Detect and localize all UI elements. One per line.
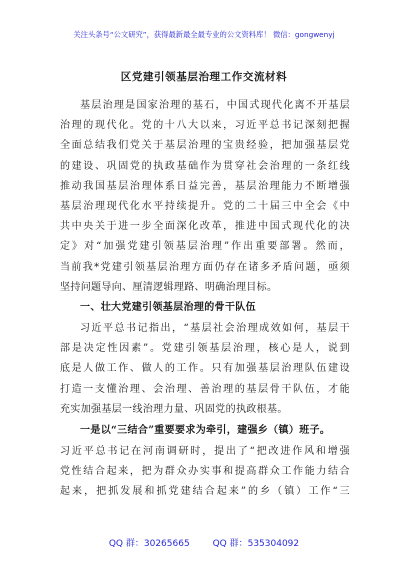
text-line: 基层治理现代化水平持续提升。党的二十届三中全会《中 [60,201,350,213]
document-title: 区党建引领基层治理工作交流材料 [120,71,288,83]
section-heading-text: 一、壮大党建引领基层治理的骨干队伍 [80,302,256,313]
text-line: 党性结合起来，把为群众办实事和提高群众工作能力结合 [60,466,350,478]
text-line: 治理的现代化。党的十八大以来，习近平总书记深刻把握 [60,120,350,132]
text-line: 部是决定性因素”。党建引领基层治理，核心是人，说到 [60,343,350,355]
text-line: 起来，把抓发展和抓党建结合起来”的乡（镇）工作“三 [60,486,350,498]
subheading-text: 一是以“三结合”重要要求为牵引，建强乡（镇）班子。 [80,425,331,436]
text-line: 底是人做工作、做人的工作。只有加强基层治理队伍建设 [60,363,350,375]
footer-contact [0,536,408,549]
header-notice: 关注头条号“公文研究”，获得最新最全最专业的公文资料库！ 微信：gongwenyj [73,30,335,39]
text-line: 全面总结我们党关于基层治理的宝贵经验，把加强基层党 [60,140,350,152]
text-line: 当前我*党建引领基层治理方面仍存在诸多矛盾问题，亟须 [60,261,350,273]
text-line: 打造一支懂治理、会治理、善治理的基层骨干队伍，才能 [60,383,350,395]
text-line: 定》对“加强党建引领基层治理”作出重要部署。然而， [60,241,350,253]
text-line: 共中央关于进一步全面深化改革，推进中国式现代化的决 [60,221,350,233]
text-line: 习近平总书记在河南调研时，提出了“把改进作风和增强 [60,446,350,457]
paragraph-three-combinations [60,442,350,503]
text-line: 坚持问题导向、厘清逻辑理路、明确治理目标。 [60,281,278,293]
footer-qq-group-2: QQ 群：535304092 [212,539,300,549]
text-line: 习近平总书记指出，“基层社会治理成效如何，基层干 [80,323,350,334]
text-line: 基层治理是国家治理的基石，中国式现代化离不开基层 [80,100,350,111]
text-line: 推动我国基层治理体系日益完善，基层治理能力不断增强 [60,180,350,192]
subheading-1 [60,421,350,441]
paragraph-intro [60,96,350,298]
text-line: 的建设、巩固党的执政基础作为贯穿社会治理的一条红线 [60,160,350,172]
footer-qq-group-1: QQ 群：30265665 [108,539,190,549]
paragraph-team [60,319,350,420]
section-heading-1 [60,298,350,318]
text-line: 充实加强基层一线治理力量、巩固党的执政根基。 [60,403,288,415]
